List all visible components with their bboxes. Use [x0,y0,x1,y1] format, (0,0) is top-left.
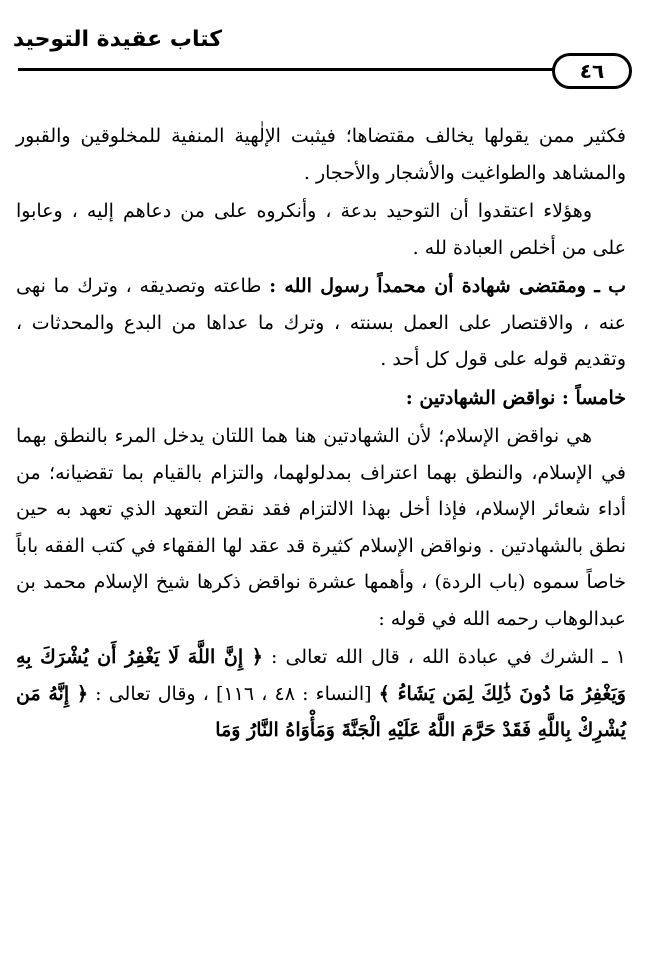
verse-reference: [النساء : ٤٨ ، ١١٦] ، وقال تعالى : [88,682,379,705]
paragraph-2: وهؤلاء اعتقدوا أن التوحيد بدعة ، وأنكروه على من دعاهم إليه ، وعابوا على من أخلص العبادة لله . [16,200,626,259]
header-rule [18,68,558,71]
page-number-badge: ٤٦ [552,53,632,89]
paragraph-3-lead: ب ـ ومقتضى شهادة أن محمداً رسول الله : [269,275,626,297]
paragraph-1: فكثير ممن يقولها يخالف مقتضاها؛ فيثبت الإلٰهية المنفية للمخلوقين والقبور والمشاهد والطواغيت والأشجار والأحجار . [16,125,626,184]
page-body [16,118,626,749]
paragraph-4: هي نواقض الإسلام؛ لأن الشهادتين هنا هما اللتان يدخل المرء بالنطق بهما في الإسلام، والنطق بهما اعتراف بمدلولهما، والتزام بالقيام بما تقضيانه؛ من أداء شعائر الإسلام، فإذا أخل بهذا الالتزام فقد نقض التعهد الذي تعهد به حين نطق بالشهادتين . ونواقض الإسلام كثيرة قد عقد لها الفقهاء في كتب الفقه باباً خاصاً سموه (باب الردة) ، وأهمها عشرة نواقض ذكرها شيخ الإسلام محمد بن عبدالوهاب رحمه الله في قوله : [16,425,626,630]
paragraph-5 [16,639,626,749]
paragraph-3-text: طاعته وتصديقه ، وترك ما نهى عنه ، والاقتصار على العمل بسنته ، وترك ما عداها من البدع والمحدثات ، وتقديم قوله على قول كل أحد . [16,275,626,370]
paragraph-3 [16,268,626,378]
book-title: كتاب عقيدة التوحيد [12,27,222,52]
paragraph-5-intro: ١ ـ الشرك في عبادة الله ، قال الله تعالى : [262,646,626,668]
quran-verse-2: ﴿ إِنَّهُ مَن يُشْرِكْ بِاللَّهِ فَقَدْ حَرَّمَ اللَّهُ عَلَيْهِ الْجَنَّةَ وَمَأْوَاهُ النَّارُ وَمَا [16,682,626,741]
section-heading: خامساً : نواقض الشهادتين : [405,386,626,409]
quran-verse-1: ﴿ إِنَّ اللَّهَ لَا يَغْفِرُ أَن يُشْرَكَ بِهِ وَيَغْفِرُ مَا دُونَ ذَٰلِكَ لِمَن يَشَاءُ ﴾ [16,646,626,705]
